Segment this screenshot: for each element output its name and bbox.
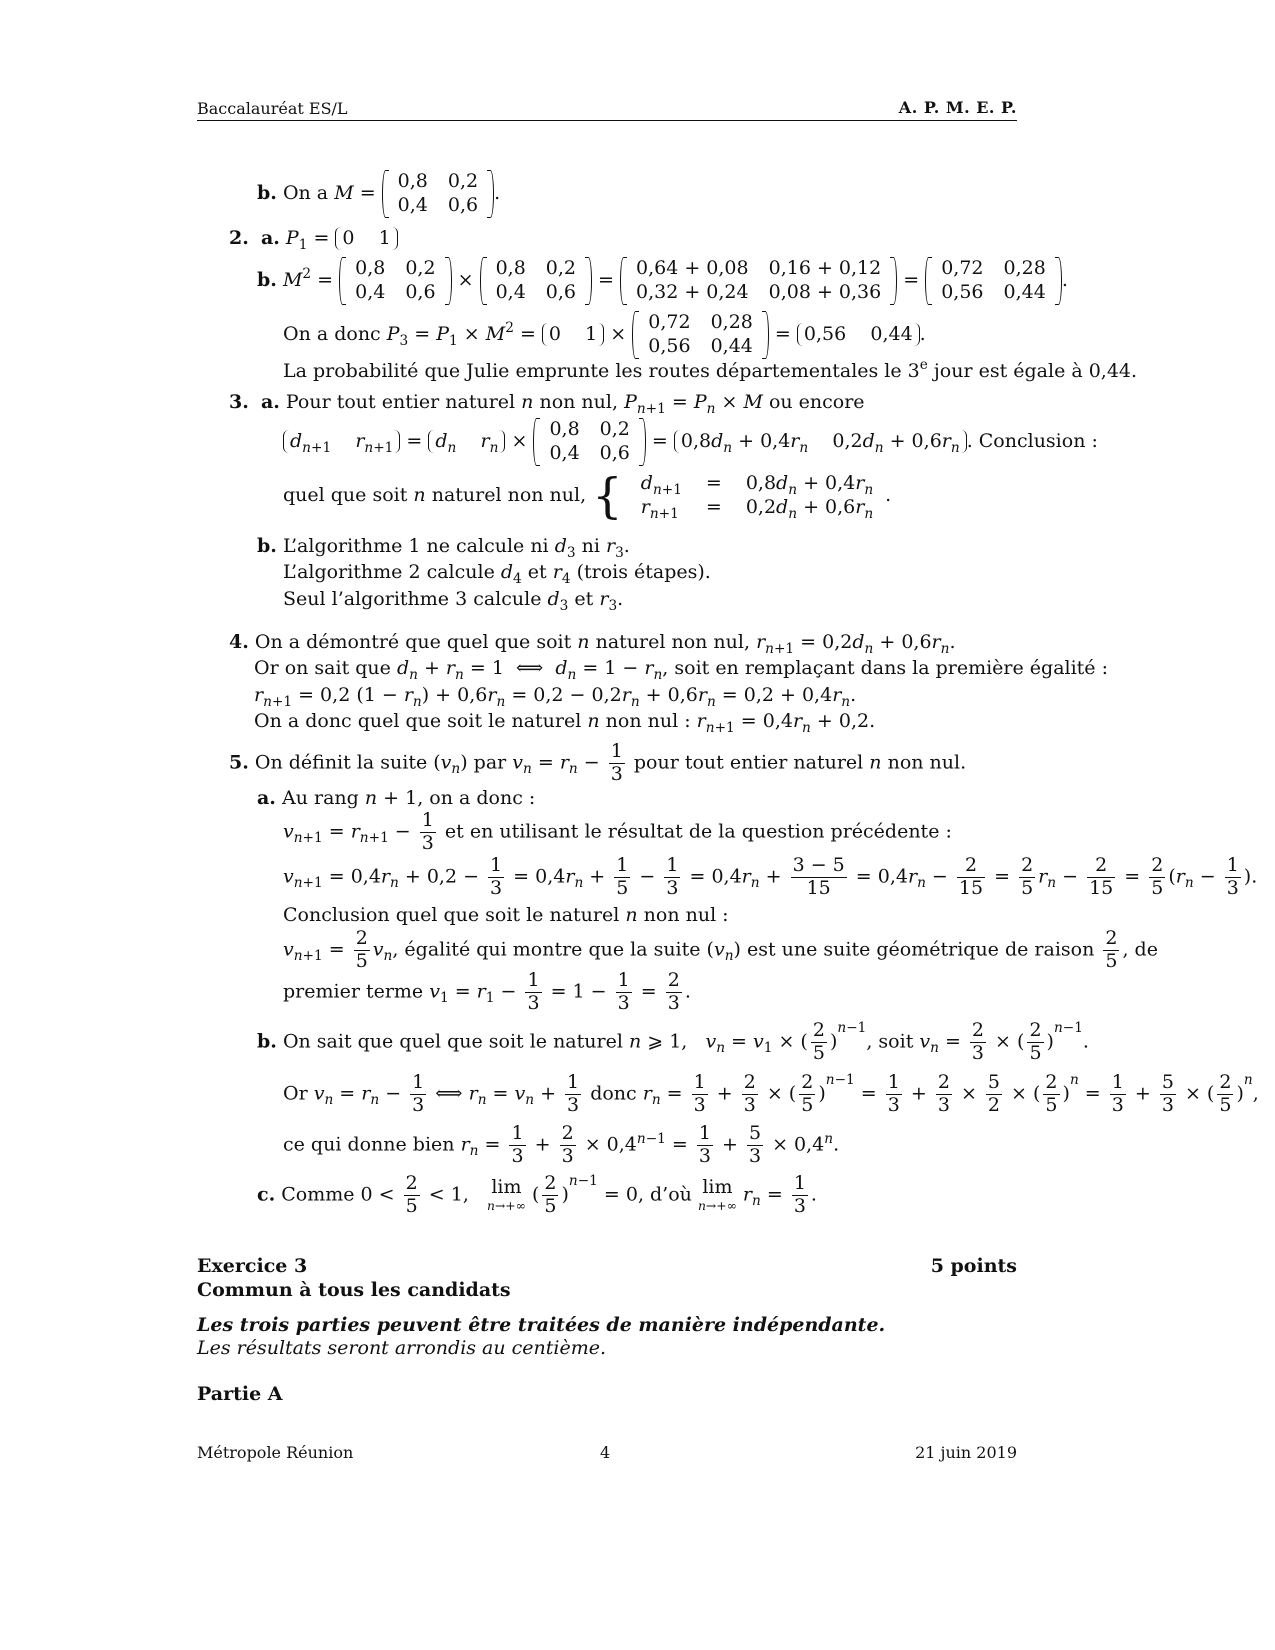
exercise-subtitle: Commun à tous les candidats xyxy=(197,1279,511,1301)
q5b-line3: ce qui donne bien $r_n$ = $\frac{1}{3}$ + $\frac{2}{3}$ × $0,4^{n-1}$ = $\frac{1}{3}$ + $\frac{5}{3}$ × $0,4^n$. xyxy=(283,1122,840,1167)
naturel-non-nul-text: naturel non nul, xyxy=(431,484,587,506)
q3a-line2: $d_{n+1}$ $r_{n+1} = d_n$ $r_n$ × 0,8 0,2 0,4 0,6 = $0,8d_n + 0,4r_n$ $0,2d_n + 0,6r_n$ . Conclusion : xyxy=(283,418,1098,466)
donc-text: donc xyxy=(590,1082,637,1105)
exercise-rounding: Les résultats seront arrondis au centième. xyxy=(197,1337,607,1359)
q4-line4: On a donc quel que soit le naturel n non nul : $r_{n+1} = 0,4r_n + 0,2$. xyxy=(254,710,876,736)
soit-text: , soit xyxy=(866,1030,914,1053)
label-3a: a. xyxy=(260,391,280,413)
q5c-line: c. Comme 0 < $\frac{2}{5}$ < 1, lim n→+∞ ( $\frac{2}{5}$ )$^{n-1}$ = 0, d’où lim n→+∞ $r_n$ = $\frac{1}{3}$ . xyxy=(257,1172,817,1217)
q5b-line2: Or $v_n = r_n$ − $\frac{1}{3}$ ⟺ $r_n = v_n$ + $\frac{1}{3}$ donc $r_n$ = $\frac{1}{3}$ + $\frac{2}{3}$ × ( $\frac{2}{5}$ )$^{n-1}$ = $\frac{1}{3}$ + $\frac{2}{3}$ × $\frac{5}{2}$ × ( $\frac{2}{5}$ )$^n$ = $\frac{1}{3}$ + $\frac{5}{3}$ × ( $\frac{2}{5}$ )$^n$, xyxy=(283,1071,1259,1116)
q3a-text3: ou encore xyxy=(768,391,865,413)
q4-line1: 4. On a démontré que quel que soit n naturel non nul, $r_{n+1} = 0,2d_n + 0,6r_n$. xyxy=(229,631,956,657)
label-1b: b. xyxy=(257,181,277,204)
q5b-text1a: On sait que quel que soit le naturel xyxy=(282,1030,623,1053)
q5a-text5a: , égalité qui montre que la suite xyxy=(392,938,701,961)
label-2: 2. xyxy=(229,227,249,249)
q3a-conclusion: . Conclusion : xyxy=(966,429,1098,452)
text-on-a-donc: On a donc xyxy=(283,322,381,345)
header-rule xyxy=(197,120,1017,121)
comme-text: Comme xyxy=(281,1183,355,1206)
q5a-text1b: , on a donc : xyxy=(417,787,536,809)
q5a-text5b: est une suite géométrique de raison xyxy=(746,938,1095,961)
q5a-text5c: , de xyxy=(1122,938,1158,961)
q5a-text4b: non nul : xyxy=(643,904,729,926)
q3a-system-line: quel que soit n naturel non nul, { $d_{n+1}$ = $0,8d_n + 0,4r_n$ $r_{n+1}$ = $0,2d_n + 0,6r_n$. xyxy=(283,468,892,524)
q4-text1: On a démontré que quel que soit xyxy=(254,631,572,653)
q4-line3: $r_{n+1} = 0,2$ $(1 - r_n) + 0,6r_n = 0,2 - 0,2r_n + 0,6r_n = 0,2 + 0,4r_n$. xyxy=(254,684,857,710)
q4-text4a: On a donc quel que soit le naturel xyxy=(254,710,582,732)
q5-text1a: On définit la suite xyxy=(254,751,428,774)
q5a-text6: premier terme xyxy=(283,980,424,1003)
exercise-points: 5 points xyxy=(930,1255,1017,1277)
q5a-line2: $v_{n+1} = r_{n+1}$ − $\frac{1}{3}$ et en utilisant le résultat de la question précédente : xyxy=(283,809,952,854)
q4-text2a: Or on sait que xyxy=(254,657,391,679)
label-4: 4. xyxy=(229,631,249,653)
proba-sup: e xyxy=(919,357,928,374)
q5a-line6: premier terme $v_1 = r_1$ − $\frac{1}{3}$ = 1 − $\frac{1}{3}$ = $\frac{2}{3}$ . xyxy=(283,969,691,1014)
alg2-text: L’algorithme 2 calcule xyxy=(283,561,495,583)
footer-left: Métropole Réunion xyxy=(197,1443,354,1462)
proba-text: La probabilité que Julie emprunte les routes départementales le 3 xyxy=(283,360,920,382)
q5a-line1: a. Au rang n + 1, on a donc : xyxy=(257,787,536,809)
q3a-text1: Pour tout entier naturel xyxy=(285,391,516,413)
label-5b: b. xyxy=(257,1030,277,1053)
label-2a: a. xyxy=(260,227,280,249)
q3a-line1: 3. a. Pour tout entier naturel n non nul, $P_{n+1} = P_n \times M$ ou encore xyxy=(229,391,865,417)
matrix-M: 0,8 0,2 0,4 0,6 xyxy=(382,170,494,218)
dou-text: , d’où xyxy=(637,1183,692,1206)
q2b-p3-line: On a donc $P_3 = P_1 \times M^2 = 0$ 1 × 0,72 0,28 0,56 0,44 = 0,56 0,44 . xyxy=(283,311,926,357)
exercise-instruction: Les trois parties peuvent être traitées de manière indépendante. xyxy=(197,1314,886,1336)
q1b-line: b. On a M = 0,8 0,2 0,4 0,6 . xyxy=(257,170,501,216)
label-5: 5. xyxy=(229,751,249,774)
q2b-line: b. $M^2$ = 0,8 0,2 0,4 0,6 × 0,8 0,2 0,4 0,6 = 0,64 + 0,08 0,16 + 0,12 0,32 + 0,24 0,08 + 0,36 = 0,72 0,28 0,56 0,44 . xyxy=(257,257,1068,303)
part-a-heading: Partie A xyxy=(197,1383,283,1405)
ni-text: ni xyxy=(581,535,600,557)
header-right: A. P. M. E. P. xyxy=(898,98,1017,117)
q4-line2: Or on sait que $d_n + r_n = 1$ ⟺ $d_n = 1 - r_n$, soit en remplaçant dans la première égalité : xyxy=(254,657,1108,683)
q5a-line5: $v_{n+1}$ = $\frac{2}{5}$ $v_n$, égalité qui montre que la suite $(v_n)$ est une suite géométrique de raison $\frac{2}{5}$ , de xyxy=(283,927,1158,972)
q5b-line1: b. On sait que quel que soit le naturel n ⩾ 1, $v_n = v_1$ × ( $\frac{2}{5}$ )$^{n-1}$, soit $v_n$ = $\frac{2}{3}$ × ( $\frac{2}{5}$ )$^{n-1}$. xyxy=(257,1019,1089,1064)
header-left: Baccalauréat ES/L xyxy=(197,99,348,118)
q5a-line4: Conclusion quel que soit le naturel n non nul : xyxy=(283,904,729,926)
q5a-text4a: Conclusion quel que soit le naturel xyxy=(283,904,620,926)
label-3: 3. xyxy=(229,391,249,413)
proba-text-end: jour est égale à 0,44. xyxy=(927,360,1138,382)
et-text-1: et xyxy=(527,561,547,583)
text-on-a: On a xyxy=(282,181,329,204)
exercise-title: Exercice 3 xyxy=(197,1255,308,1277)
or-text: Or xyxy=(283,1082,308,1105)
q5-text1d: non nul. xyxy=(887,751,967,774)
q5-line1: 5. On définit la suite $(v_n)$ par $v_n = r_n$ − $\frac{1}{3}$ pour tout entier naturel n non nul. xyxy=(229,740,967,785)
q2b-proba-line xyxy=(283,357,1138,382)
footer-right: 21 juin 2019 xyxy=(915,1443,1017,1462)
q5-text1c: pour tout entier naturel xyxy=(633,751,864,774)
q5-text1b: par xyxy=(473,751,507,774)
q4-text2b: , soit en remplaçant dans la première égalité : xyxy=(662,657,1108,679)
label-5c: c. xyxy=(257,1183,276,1206)
q3a-text2: non nul, xyxy=(539,391,619,413)
q3b-line1: b. L’algorithme 1 ne calcule ni $d_3$ ni $r_3$. xyxy=(257,535,630,561)
quel-que-text: quel que soit xyxy=(283,484,408,506)
label-3b: b. xyxy=(257,535,277,557)
label-5a: a. xyxy=(257,787,276,809)
q5a-text1a: Au rang xyxy=(281,787,359,809)
q5b-text3: ce qui donne bien xyxy=(283,1133,455,1156)
alg3-text: Seul l’algorithme 3 calcule xyxy=(283,588,542,610)
q4-text1b: naturel non nul, xyxy=(595,631,751,653)
q5a-text2: et en utilisant le résultat de la question précédente : xyxy=(444,820,952,843)
q3b-line3: Seul l’algorithme 3 calcule $d_3$ et $r_3$. xyxy=(283,588,624,614)
page-number: 4 xyxy=(600,1443,611,1462)
alg2-text-end: (trois étapes). xyxy=(576,561,711,583)
q2a-line: 2. a. $P_1 = 0$ 1 xyxy=(229,227,398,250)
q3b-line2: L’algorithme 2 calcule $d_4$ et $r_4$ (trois étapes). xyxy=(283,561,711,587)
alg1-text: L’algorithme 1 ne calcule ni xyxy=(282,535,549,557)
q4-text4b: non nul : xyxy=(605,710,691,732)
et-text-2: et xyxy=(574,588,594,610)
q5a-line3: $v_{n+1} = 0,4r_n + 0,2$ − $\frac{1}{3}$ = $0,4r_n$ + $\frac{1}{5}$ − $\frac{1}{3}$ = $0,4r_n$ + $\frac{3 - 5}{15}$ = $0,4r_n$ − $\frac{2}{15}$ = $\frac{2}{5}$ $r_n$ − $\frac{2}{15}$ = $\frac{2}{5}$ ($r_n$ − $\frac{1}{3}$ ). xyxy=(283,854,1258,899)
label-2b: b. xyxy=(257,268,277,291)
